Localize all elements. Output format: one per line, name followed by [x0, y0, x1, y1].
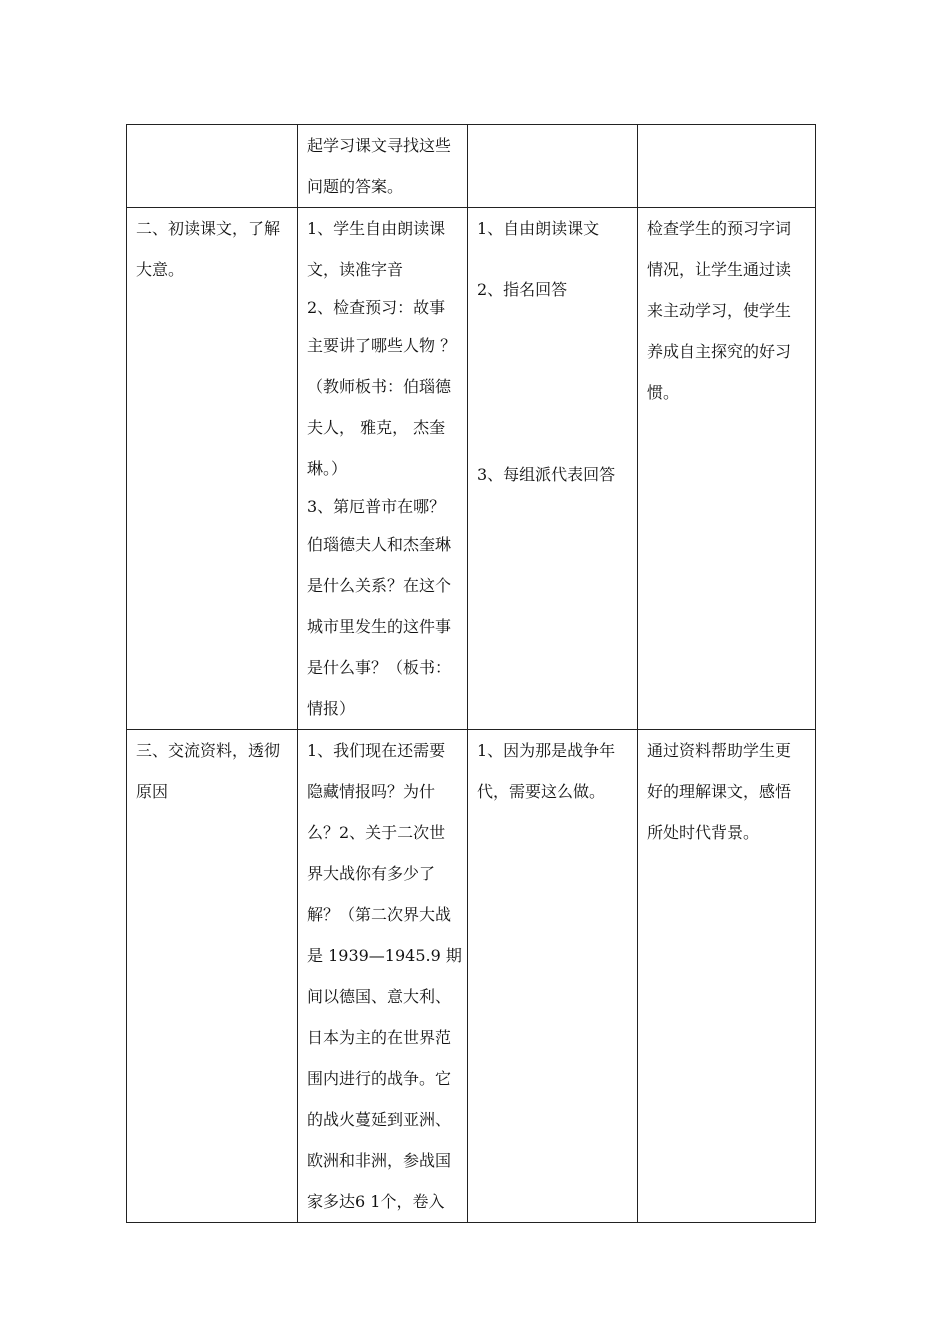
student-activity-cell	[468, 125, 638, 208]
text-line: 日本为主的在世界范	[307, 1028, 452, 1047]
text-line: 所处时代背景。	[647, 823, 760, 842]
text-line: 围内进行的战争。它	[307, 1069, 452, 1088]
text-line: 惯。	[647, 383, 680, 402]
text-line: 养成自主探究的好习	[647, 342, 792, 361]
text-line: 解？（第二次界大战	[307, 905, 452, 924]
text-line: 3、第厄普市在哪？	[307, 497, 446, 516]
text-line: 2、检查预习：故事	[307, 298, 446, 317]
student-activity-cell	[468, 730, 638, 1223]
text-line: 是 1939—1945.9 期	[307, 946, 462, 965]
text-line: 问题的答案。	[307, 177, 404, 196]
text-line: 欧洲和非洲，参战国	[307, 1151, 452, 1170]
teacher-activity-cell	[298, 208, 468, 730]
text-line: 主要讲了哪些人物 ？	[307, 336, 457, 355]
step-cell	[127, 208, 298, 730]
text-line: 3、每组派代表回答	[477, 465, 616, 484]
text-line: 1、我们现在还需要	[307, 741, 446, 760]
text-line: 1、自由朗读课文	[477, 219, 600, 238]
step-cell	[127, 125, 298, 208]
table-row	[127, 730, 816, 1223]
text-line: 界大战你有多少了	[307, 864, 436, 883]
text-line: 2、指名回答	[477, 280, 568, 299]
text-line: 三、交流资料，透彻	[136, 741, 281, 760]
text-line: 1、因为那是战争年	[477, 741, 616, 760]
text-line: 情况，让学生通过读	[647, 260, 792, 279]
text-line: 情报）	[307, 699, 356, 718]
text-line: 检查学生的预习字词	[647, 219, 792, 238]
text-line: 原因	[136, 782, 169, 801]
text-line: 通过资料帮助学生更	[647, 741, 792, 760]
text-line: 二、初读课文，了解	[136, 219, 281, 238]
text-line: 是什么事？（板书：	[307, 658, 452, 677]
design-intent-cell	[638, 208, 816, 730]
text-line: 来主动学习，使学生	[647, 301, 792, 320]
lesson-plan-table	[126, 124, 816, 1223]
table-row	[127, 208, 816, 730]
design-intent-cell	[638, 730, 816, 1223]
text-line: 大意。	[136, 260, 185, 279]
design-intent-cell	[638, 125, 816, 208]
teacher-activity-cell	[298, 125, 468, 208]
teacher-activity-cell	[298, 730, 468, 1223]
text-line: 的战火蔓延到亚洲、	[307, 1110, 452, 1129]
text-line: 起学习课文寻找这些	[307, 136, 452, 155]
text-line: 是什么关系？在这个	[307, 576, 452, 595]
text-line: 夫人， 雅克， 杰奎	[307, 418, 446, 437]
text-line: 家多达6 1个，卷入	[307, 1192, 445, 1211]
text-line: （教师板书：伯瑙德	[307, 377, 452, 396]
text-line: 城市里发生的这件事	[307, 617, 452, 636]
text-line: 琳。）	[307, 459, 348, 478]
table-row	[127, 125, 816, 208]
text-line: 1、学生自由朗读课	[307, 219, 446, 238]
text-line: 伯瑙德夫人和杰奎琳	[307, 535, 452, 554]
text-line: 间以德国、意大利、	[307, 987, 452, 1006]
text-line: 文，读准字音	[307, 260, 404, 279]
text-line: 么？2、关于二次世	[307, 823, 446, 842]
text-line: 隐藏情报吗？为什	[307, 782, 436, 801]
text-line: 代，需要这么做。	[477, 782, 606, 801]
text-line: 好的理解课文，感悟	[647, 782, 792, 801]
student-activity-cell	[468, 208, 638, 730]
step-cell	[127, 730, 298, 1223]
